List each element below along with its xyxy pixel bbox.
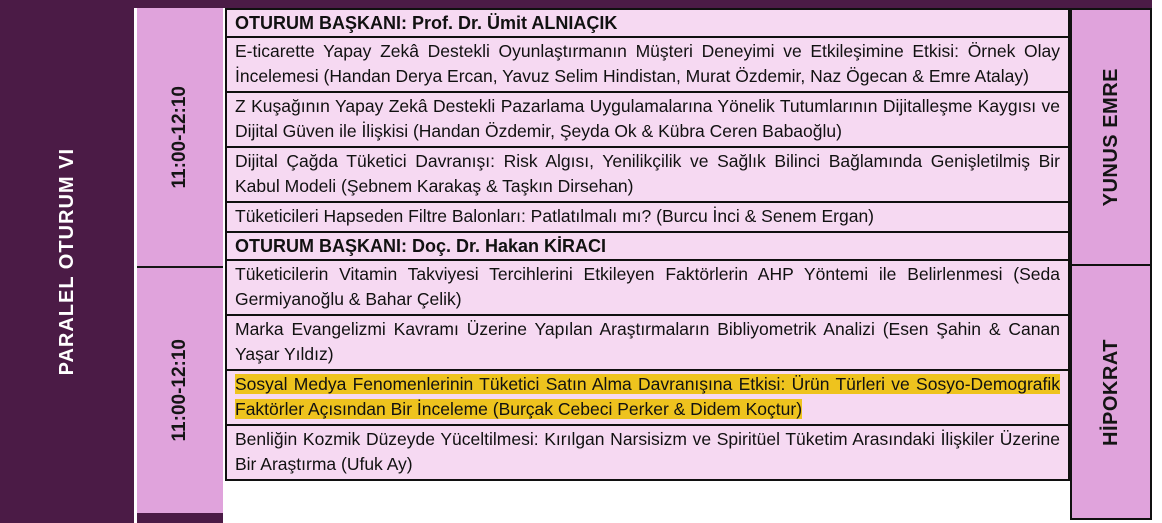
paper-title: Benliğin Kozmik Düzeyde Yüceltilmesi: Kırılgan Narsisizm ve Spiritüel Tüketim Arasındaki İlişkiler Üzerine Bir Araştırma (Ufuk Ay) [235, 429, 1060, 474]
paper-row [225, 314, 1070, 369]
session-1-room-label: YUNUS EMRE [1099, 67, 1122, 207]
paper-title: Marka Evangelizmi Kavramı Üzerine Yapılan Araştırmaların Bibliyometrik Analizi (Esen Şahin & Canan Yaşar Yıldız) [235, 319, 1060, 364]
paper-row [225, 36, 1070, 91]
time-cell-session-1 [137, 8, 223, 266]
session-2-time-label: 11:00-12:10 [169, 339, 190, 442]
session-1-time-label: 11:00-12:10 [169, 85, 190, 189]
table-top-border-band [0, 0, 1152, 8]
paper-title: E-ticarette Yapay Zekâ Destekli Oyunlaştırmanın Müşteri Deneyimi ve Etkileşimine Etkisi: Örnek Olay İncelemesi (Handan Derya Ercan, Yavuz Selim Hindistan, Murat Özdemir, Naz Ögecan & Emre Atalay) [235, 41, 1060, 86]
room-column [1070, 8, 1152, 520]
session-group-column [0, 0, 134, 523]
paper-title-highlighted: Sosyal Medya Fenomenlerinin Tüketici Satın Alma Davranışına Etkisi: Ürün Türleri ve Sosyo-Demografik Faktörler Açısından Bir İnceleme (Burçak Cebeci Perker & Didem Koçtur) [235, 374, 1060, 419]
paper-title: Tüketicileri Hapseden Filtre Balonları: Patlatılmalı mı? (Burcu İnci & Senem Ergan) [235, 206, 875, 226]
session-2-chair-text: OTURUM BAŞKANI: Doç. Dr. Hakan KİRACI [235, 236, 607, 256]
paper-title: Tüketicilerin Vitamin Takviyesi Tercihlerini Etkileyen Faktörlerin AHP Yöntemi ile Belirlenmesi (Seda Germiyanoğlu & Bahar Çelik) [235, 264, 1060, 309]
paper-row-highlighted [225, 369, 1070, 424]
time-cell-session-2 [137, 266, 223, 513]
table-bottom-border-band [137, 513, 223, 523]
session-details-column [225, 8, 1070, 481]
room-cell-session-1 [1070, 8, 1152, 266]
session-2-room-label: HİPOKRAT [1099, 338, 1122, 446]
session-1-chair-row [225, 8, 1070, 36]
paper-title: Z Kuşağının Yapay Zekâ Destekli Pazarlama Uygulamalarına Yönelik Tutumlarının Dijitalleşme Kaygısı ve Dijital Güven ile İlişkisi (Handan Özdemir, Şeyda Ok & Kübra Ceren Babaoğlu) [235, 96, 1060, 141]
session-group-label: PARALEL OTURUM VI [55, 147, 78, 376]
session-2-chair-row [225, 231, 1070, 259]
paper-row [225, 424, 1070, 481]
paper-row [225, 201, 1070, 231]
paper-row [225, 259, 1070, 314]
paper-row [225, 91, 1070, 146]
session-1-chair-text: OTURUM BAŞKANI: Prof. Dr. Ümit ALNIAÇIK [235, 13, 618, 33]
time-column [137, 8, 223, 513]
paper-title: Dijital Çağda Tüketici Davranışı: Risk Algısı, Yenilikçilik ve Sağlık Bilinci Bağlamında Genişletilmiş Bir Kabul Modeli (Şebnem Karakaş & Taşkın Dirsehan) [235, 151, 1060, 196]
room-cell-session-2 [1070, 266, 1152, 520]
paper-row [225, 146, 1070, 201]
